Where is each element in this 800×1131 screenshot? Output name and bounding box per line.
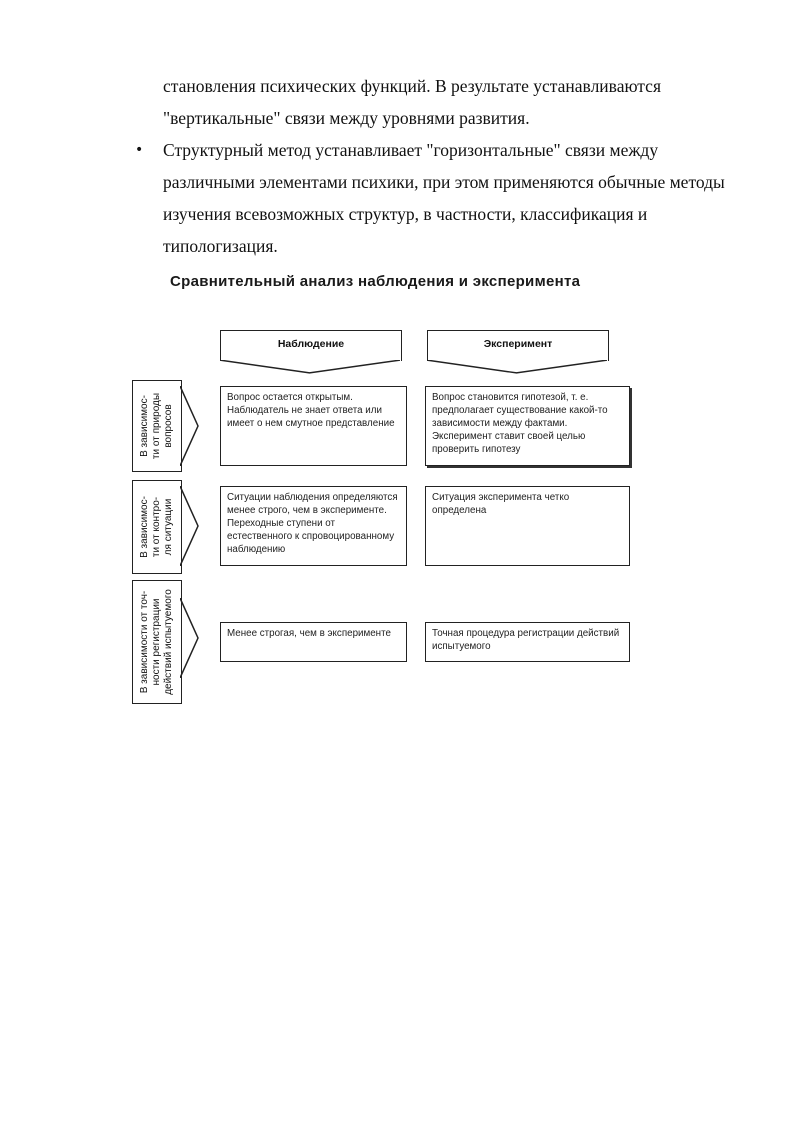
column-header-experiment: Эксперимент <box>427 330 609 361</box>
row-label-box-situation-control <box>132 480 182 574</box>
bullet-marker: • <box>135 142 144 158</box>
cell-experiment-registration: Точная процедура регистрации действий испытуемого <box>425 622 630 662</box>
row-arrow-3 <box>180 598 200 678</box>
row-label-registration-accuracy: В зависимости от точ- ности регистрации действий испытуемого <box>139 589 174 695</box>
cell-observation-questions: Вопрос остается открытым. Наблюдатель не знает ответа или имеет о нем смутное представление <box>220 386 407 466</box>
column-header-observation: Наблюдение <box>220 330 402 361</box>
para1-line1: становления психических функций. В результате устанавливаются <box>163 76 661 96</box>
bullet-text: Структурный метод устанавливает "горизонтальные" связи между различными элементами психики, при этом применяются обычные методы изучения всевозможных структур, в частности, классификация и типологизация. <box>163 140 725 256</box>
figure-title: Сравнительный анализ наблюдения и эксперимента <box>170 273 581 290</box>
row-label-nature-of-questions: В зависимос- ти от природы вопросов <box>139 392 174 460</box>
column-header-observation-pointer <box>220 360 400 374</box>
para1-line2: "вертикальные" связи между уровнями развития. <box>163 108 530 128</box>
row-arrow-2 <box>180 486 200 566</box>
row-label-situation-control: В зависимос- ти от контро- ля ситуации <box>139 496 174 558</box>
paragraph-continuation <box>163 70 753 134</box>
row-label-box-registration-accuracy <box>132 580 182 704</box>
cell-observation-registration: Менее строгая, чем в эксперименте <box>220 622 407 662</box>
body-text <box>135 70 753 262</box>
cell-experiment-situation: Ситуация эксперимента четко определена <box>425 486 630 566</box>
bullet-item-structural-method <box>135 134 753 262</box>
cell-observation-situation: Ситуации наблюдения определяются менее строго, чем в эксперименте. Переходные ступени от естественного к спровоцированному наблюдению <box>220 486 407 566</box>
column-header-experiment-pointer <box>427 360 607 374</box>
cell-experiment-questions: Вопрос становится гипотезой, т. е. предполагает существование какой-то зависимости между фактами. Эксперимент ставит своей целью проверить гипотезу <box>425 386 630 466</box>
row-label-box-nature-of-questions <box>132 380 182 472</box>
row-arrow-1 <box>180 386 200 466</box>
comparison-figure <box>120 268 650 718</box>
